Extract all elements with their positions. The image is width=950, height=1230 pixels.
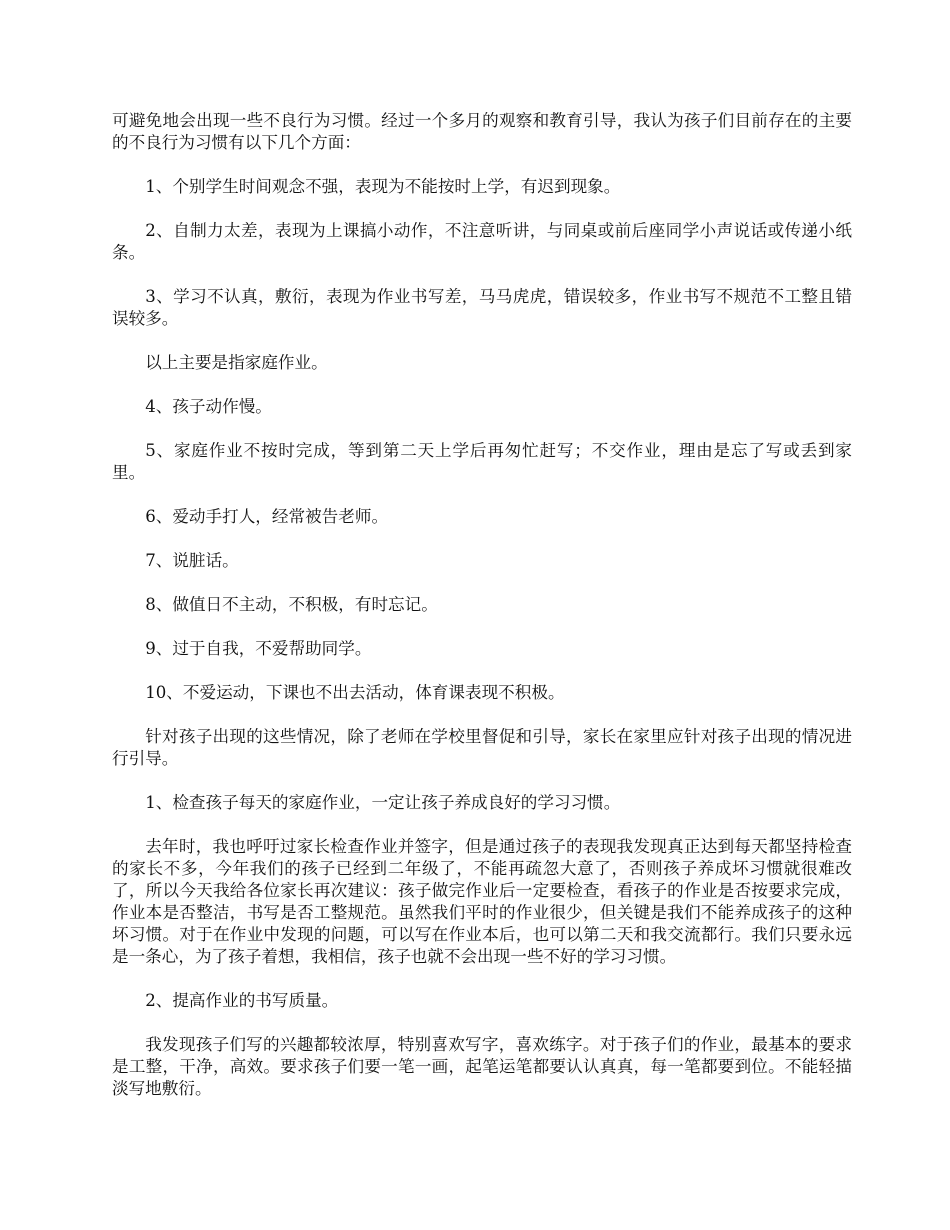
paragraph-suggestion-2-detail: 我发现孩子们写的兴趣都较浓厚，特别喜欢写字，喜欢练字。对于孩子们的作业，最基本的要求是工整，干净，高效。要求孩子们要一笔一画，起笔运笔都要认认真真，每一笔都要到位。不能轻描淡写地敷衍。 xyxy=(112,1035,852,1098)
document-body xyxy=(112,110,852,1122)
paragraph-item-3: 3、学习不认真，敷衍，表现为作业书写差，马马虎虎，错误较多，作业书写不规范不工整且错误较多。 xyxy=(112,287,852,328)
paragraph-suggestion-2: 2、提高作业的书写质量。 xyxy=(145,991,339,1010)
paragraph-item-7: 7、说脏话。 xyxy=(145,551,239,570)
paragraph-item-4: 4、孩子动作慢。 xyxy=(145,397,272,416)
paragraph-suggestion-1: 1、检查孩子每天的家庭作业，一定让孩子养成良好的学习习惯。 xyxy=(145,793,621,812)
paragraph-item-6: 6、爱动手打人，经常被告老师。 xyxy=(145,507,389,526)
paragraph-note: 以上主要是指家庭作业。 xyxy=(145,353,328,372)
paragraph-item-9: 9、过于自我，不爱帮助同学。 xyxy=(145,639,372,658)
paragraph-item-5: 5、家庭作业不按时完成，等到第二天上学后再匆忙赶写；不交作业，理由是忘了写或丢到家里。 xyxy=(112,441,852,482)
paragraph-item-1: 1、个别学生时间观念不强，表现为不能按时上学，有迟到现象。 xyxy=(145,177,621,196)
paragraph-item-10: 10、不爱运动，下课也不出去活动，体育课表现不积极。 xyxy=(145,683,565,702)
paragraph-item-2: 2、自制力太差，表现为上课搞小动作，不注意听讲，与同桌或前后座同学小声说话或传递小纸条。 xyxy=(112,221,852,262)
paragraph-intro: 可避免地会出现一些不良行为习惯。经过一个多月的观察和教育引导，我认为孩子们目前存在的主要的不良行为习惯有以下几个方面： xyxy=(112,111,852,152)
paragraph-guidance-intro: 针对孩子出现的这些情况，除了老师在学校里督促和引导，家长在家里应针对孩子出现的情况进行引导。 xyxy=(112,727,852,768)
paragraph-suggestion-1-detail: 去年时，我也呼吁过家长检查作业并签字，但是通过孩子的表现我发现真正达到每天都坚持检查的家长不多，今年我们的孩子已经到二年级了，不能再疏忽大意了，否则孩子养成坏习惯就很难改了，所以今天我给各位家长再次建议：孩子做完作业后一定要检查，看孩子的作业是否按要求完成，作业本是否整洁，书写是否工整规范。虽然我们平时的作业很少，但关键是我们不能养成孩子的这种坏习惯。对于在作业中发现的问题，可以写在作业本后，也可以第二天和我交流都行。我们只要永远是一条心，为了孩子着想，我相信，孩子也就不会出现一些不好的学习习惯。 xyxy=(112,837,852,966)
paragraph-item-8: 8、做值日不主动，不积极，有时忘记。 xyxy=(145,595,438,614)
